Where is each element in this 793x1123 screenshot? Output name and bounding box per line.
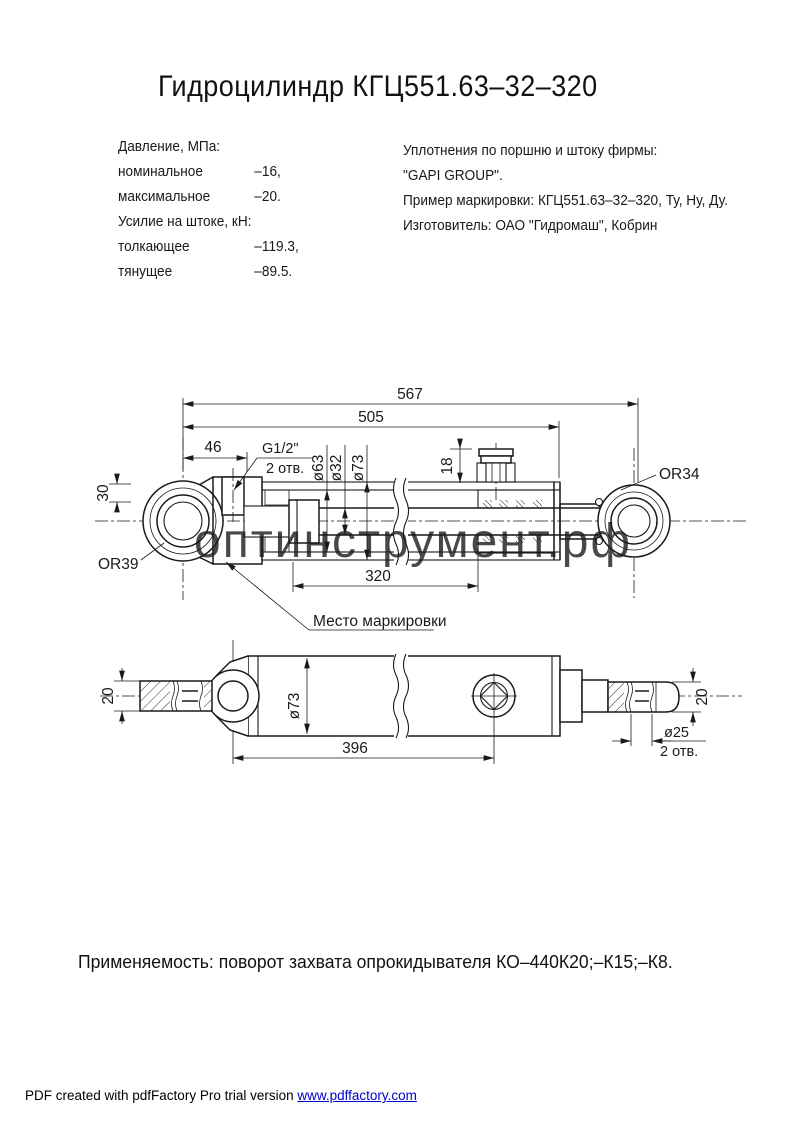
svg-text:20: 20 xyxy=(694,688,711,706)
info-line-brand: "GAPI GROUP". xyxy=(403,168,503,184)
page-title: Гидроцилиндр КГЦ551.63–32–320 xyxy=(158,70,598,103)
dim-dia25 xyxy=(612,714,706,760)
port-callout xyxy=(234,441,312,490)
technical-drawing xyxy=(85,385,760,785)
watermark: оптинструмент.рф xyxy=(194,515,632,568)
svg-text:2 отв.: 2 отв. xyxy=(266,461,305,477)
svg-text:2 отв.: 2 отв. xyxy=(660,744,699,760)
pdffactory-link[interactable]: www.pdffactory.com xyxy=(297,1088,417,1103)
upper-section-view xyxy=(95,386,748,630)
svg-text:396: 396 xyxy=(342,740,368,757)
svg-text:30: 30 xyxy=(95,484,112,502)
svg-text:ø73: ø73 xyxy=(350,454,367,482)
dim-46 xyxy=(183,439,247,472)
right-rod-end xyxy=(560,670,679,722)
svg-text:320: 320 xyxy=(365,568,391,585)
spec-label: тянущее xyxy=(118,264,173,280)
info-line-maker: Изготовитель: ОАО "Гидромаш", Кобрин xyxy=(403,218,658,234)
dim-396 xyxy=(233,740,494,758)
spec-heading-force xyxy=(118,214,400,239)
spec-label: толкающее xyxy=(118,239,190,255)
info-line-seals: Уплотнения по поршню и штоку фирмы: xyxy=(403,143,658,159)
marking-callout xyxy=(226,562,447,630)
port-plug xyxy=(477,449,515,482)
svg-text:ø63: ø63 xyxy=(310,454,327,482)
spec-row xyxy=(118,164,400,189)
svg-text:20: 20 xyxy=(100,687,117,705)
application-note: Применяемость: поворот захвата опрокидывателя КО–440К20;–К15;–К8. xyxy=(78,951,673,972)
spec-value: –20. xyxy=(254,189,281,205)
svg-text:ø32: ø32 xyxy=(328,454,345,482)
spec-label: номинальное xyxy=(118,164,203,180)
left-pin xyxy=(140,681,212,711)
svg-text:ø25: ø25 xyxy=(664,725,689,741)
pdf-footer-text: PDF created with pdfFactory Pro trial version xyxy=(25,1088,298,1103)
spec-row xyxy=(118,264,400,289)
lower-side-view xyxy=(100,640,742,764)
spec-value: –16, xyxy=(254,164,281,180)
svg-text:505: 505 xyxy=(358,409,384,426)
svg-text:OR39: OR39 xyxy=(98,556,139,573)
info-line-marking: Пример маркировки: КГЦ551.63–32–320, Ту, Ну, Ду. xyxy=(403,193,728,209)
svg-text:567: 567 xyxy=(397,386,423,403)
spec-row xyxy=(118,239,400,264)
spec-heading-pressure xyxy=(118,139,400,164)
left-eye-boss xyxy=(207,670,259,722)
dim-567 xyxy=(183,386,638,482)
spec-label: Давление, МПа: xyxy=(118,139,221,155)
svg-text:46: 46 xyxy=(204,439,222,456)
spec-value: –119.3, xyxy=(254,239,299,255)
manufacturer-info xyxy=(403,139,741,239)
pdf-footer xyxy=(25,1088,417,1103)
spec-value: –89.5. xyxy=(254,264,293,280)
dim-30 xyxy=(95,474,131,512)
break-lines-lower xyxy=(394,652,409,740)
spec-row xyxy=(118,189,400,214)
svg-text:ø73: ø73 xyxy=(286,692,303,720)
svg-text:OR34: OR34 xyxy=(659,466,700,483)
svg-text:18: 18 xyxy=(439,457,456,475)
svg-text:Место маркировки: Место маркировки xyxy=(313,613,447,630)
svg-text:G1/2": G1/2" xyxy=(262,441,299,457)
pressure-force-specs xyxy=(118,139,400,289)
spec-label: максимальное xyxy=(118,189,211,205)
spec-label: Усилие на штоке, кН: xyxy=(118,214,252,230)
dim-18 xyxy=(439,440,472,483)
